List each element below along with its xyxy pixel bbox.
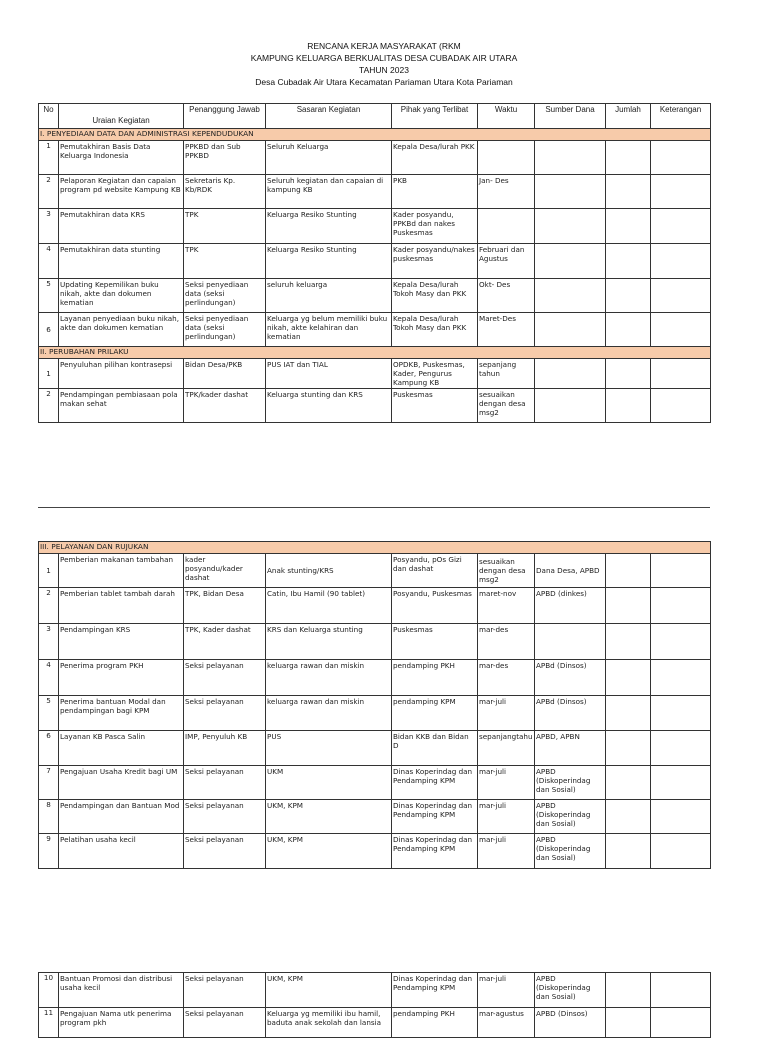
row-pihak: PKB [392, 175, 478, 209]
row-pihak: Bidan KKB dan Bidan D [392, 731, 478, 766]
row-jumlah [606, 800, 651, 834]
row-sumber [535, 359, 606, 389]
section-header: II. PERUBAHAN PRILAKU [39, 347, 711, 359]
table-row [39, 554, 711, 588]
row-pihak: OPDKB, Puskesmas, Kader, Pengurus Kampung KB [392, 359, 478, 389]
row-keterangan [651, 973, 711, 1008]
header-uraian: Uraian Kegiatan [59, 104, 184, 129]
row-pihak: pendamping PKH [392, 1008, 478, 1038]
header-no: No [39, 104, 59, 129]
row-keterangan [651, 696, 711, 731]
row-sumber [535, 624, 606, 660]
table-row [39, 731, 711, 766]
row-no: 2 [39, 588, 59, 624]
row-jumlah [606, 141, 651, 175]
row-keterangan [651, 175, 711, 209]
row-no: 5 [39, 279, 59, 313]
row-keterangan [651, 731, 711, 766]
row-sumber [535, 141, 606, 175]
row-sasaran: Keluarga stunting dan KRS [266, 389, 392, 423]
row-sumber [535, 244, 606, 279]
row-pihak: pendamping PKH [392, 660, 478, 696]
table-row [39, 359, 711, 389]
row-waktu: mar-des [478, 624, 535, 660]
row-sasaran: UKM [266, 766, 392, 800]
row-penanggung: IMP, Penyuluh KB [184, 731, 266, 766]
row-no: 3 [39, 209, 59, 244]
row-uraian: Updating Kepemilikan buku nikah, akte dan dokumen kematian [59, 279, 184, 313]
row-uraian: Pemberian tablet tambah darah [59, 588, 184, 624]
row-jumlah [606, 389, 651, 423]
row-penanggung: Sekretaris Kp. Kb/RDK [184, 175, 266, 209]
row-penanggung: PPKBD dan Sub PPKBD [184, 141, 266, 175]
row-no: 9 [39, 834, 59, 869]
row-no: 7 [39, 766, 59, 800]
row-keterangan [651, 209, 711, 244]
row-sasaran: Keluarga Resiko Stunting [266, 209, 392, 244]
row-keterangan [651, 766, 711, 800]
row-waktu: mar-agustus [478, 1008, 535, 1038]
row-waktu: mar-juli [478, 973, 535, 1008]
row-keterangan [651, 279, 711, 313]
row-sasaran: PUS [266, 731, 392, 766]
row-penanggung: TPK/kader dashat [184, 389, 266, 423]
row-uraian: Pendampingan pembiasaan pola makan sehat [59, 389, 184, 423]
table-row [39, 660, 711, 696]
row-keterangan [651, 624, 711, 660]
row-uraian: Layanan penyediaan buku nikah, akte dan dokumen kematian [59, 313, 184, 347]
title-line-4: Desa Cubadak Air Utara Kecamatan Pariaman Utara Kota Pariaman [255, 77, 513, 87]
header-sasaran: Sasaran Kegiatan [266, 104, 392, 129]
row-pihak: Kader posyandu/nakes puskesmas [392, 244, 478, 279]
row-penanggung: Bidan Desa/PKB [184, 359, 266, 389]
row-waktu: Maret-Des [478, 313, 535, 347]
row-waktu: Februari dan Agustus [478, 244, 535, 279]
header-pihak: Pihak yang Terlibat [392, 104, 478, 129]
activity-table-part-1 [38, 103, 711, 423]
row-jumlah [606, 973, 651, 1008]
row-uraian: Penerima program PKH [59, 660, 184, 696]
row-sasaran: keluarga rawan dan miskin [266, 660, 392, 696]
row-no: 1 [39, 359, 59, 389]
row-penanggung: Seksi pelayanan [184, 1008, 266, 1038]
header-keterangan: Keterangan [651, 104, 711, 129]
row-waktu: mar-des [478, 660, 535, 696]
row-penanggung: Seksi pelayanan [184, 660, 266, 696]
row-jumlah [606, 359, 651, 389]
row-sumber: APBD (Diskoperindag dan Sosial) [535, 766, 606, 800]
row-penanggung: kader posyandu/kader dashat [184, 554, 266, 588]
table-row [39, 313, 711, 347]
row-keterangan [651, 244, 711, 279]
row-sasaran: Seluruh kegiatan dan capaian di kampung KB [266, 175, 392, 209]
row-waktu: mar-juli [478, 834, 535, 869]
row-keterangan [651, 588, 711, 624]
row-penanggung: Seksi pelayanan [184, 696, 266, 731]
row-sasaran: Anak stunting/KRS [266, 554, 392, 588]
row-waktu: sesuaikan dengan desa msg2 [478, 389, 535, 423]
table-row [39, 141, 711, 175]
row-pihak: Dinas Koperindag dan Pendamping KPM [392, 973, 478, 1008]
title-line-2: KAMPUNG KELUARGA BERKUALITAS DESA CUBADAK AIR UTARA [250, 53, 518, 63]
row-jumlah [606, 696, 651, 731]
row-jumlah [606, 834, 651, 869]
table-row [39, 244, 711, 279]
row-uraian: Pemutakhiran Basis Data Keluarga Indonesia [59, 141, 184, 175]
row-sumber: APBD (Diskoperindag dan Sosial) [535, 800, 606, 834]
row-sasaran: UKM, KPM [266, 834, 392, 869]
row-penanggung: Seksi penyediaan data (seksi perlindungan) [184, 313, 266, 347]
row-no: 2 [39, 175, 59, 209]
row-waktu: sepanjangtahu [478, 731, 535, 766]
row-pihak: pendamping KPM [392, 696, 478, 731]
row-no: 11 [39, 1008, 59, 1038]
row-no: 3 [39, 624, 59, 660]
row-jumlah [606, 313, 651, 347]
row-waktu: maret-nov [478, 588, 535, 624]
row-sumber [535, 209, 606, 244]
row-sumber: APBd (Dinsos) [535, 696, 606, 731]
row-waktu [478, 209, 535, 244]
row-no: 4 [39, 660, 59, 696]
row-no: 1 [39, 554, 59, 588]
row-jumlah [606, 731, 651, 766]
row-keterangan [651, 389, 711, 423]
title-line-3: TAHUN 2023 [359, 65, 409, 75]
row-penanggung: Seksi pelayanan [184, 800, 266, 834]
row-pihak: Dinas Koperindag dan Pendamping KPM [392, 834, 478, 869]
row-sasaran: Keluarga yg belum memiliki buku nikah, akte kelahiran dan kematian [266, 313, 392, 347]
row-penanggung: TPK [184, 209, 266, 244]
table-row [39, 696, 711, 731]
row-penanggung: Seksi pelayanan [184, 834, 266, 869]
row-sumber [535, 175, 606, 209]
row-pihak: Posyandu, Puskesmas [392, 588, 478, 624]
row-uraian: Pengajuan Nama utk penerima program pkh [59, 1008, 184, 1038]
row-sumber: APBD (Diskoperindag dan Sosial) [535, 834, 606, 869]
table-row [39, 834, 711, 869]
row-jumlah [606, 588, 651, 624]
row-penanggung: Seksi pelayanan [184, 973, 266, 1008]
row-uraian: Pengajuan Usaha Kredit bagi UM [59, 766, 184, 800]
row-penanggung: TPK, Kader dashat [184, 624, 266, 660]
row-pihak: Puskesmas [392, 389, 478, 423]
row-uraian: Pelaporan Kegiatan dan capaian program pd website Kampung KB [59, 175, 184, 209]
section-header: III. PELAYANAN DAN RUJUKAN [39, 542, 711, 554]
table-row [39, 389, 711, 423]
row-keterangan [651, 834, 711, 869]
row-sasaran: Seluruh Keluarga [266, 141, 392, 175]
row-pihak: Kepala Desa/lurah Tokoh Masy dan PKK [392, 313, 478, 347]
row-no: 1 [39, 141, 59, 175]
row-no: 10 [39, 973, 59, 1008]
row-no: 6 [39, 731, 59, 766]
table-row [39, 766, 711, 800]
row-sasaran: seluruh keluarga [266, 279, 392, 313]
row-waktu: Okt- Des [478, 279, 535, 313]
row-pihak: Puskesmas [392, 624, 478, 660]
row-keterangan [651, 660, 711, 696]
row-jumlah [606, 660, 651, 696]
header-penanggung: Penanggung Jawab [184, 104, 266, 129]
row-sasaran: keluarga rawan dan miskin [266, 696, 392, 731]
row-sasaran: PUS IAT dan TIAL [266, 359, 392, 389]
row-pihak: Dinas Koperindag dan Pendamping KPM [392, 766, 478, 800]
row-waktu: mar-juli [478, 766, 535, 800]
row-uraian: Pemutakhiran data stunting [59, 244, 184, 279]
row-penanggung: Seksi penyediaan data (seksi perlindungan) [184, 279, 266, 313]
row-jumlah [606, 279, 651, 313]
row-jumlah [606, 624, 651, 660]
row-uraian: Pemutakhiran data KRS [59, 209, 184, 244]
row-jumlah [606, 244, 651, 279]
section-header: I. PENYEDIAAN DATA DAN ADMINISTRASI KEPENDUDUKAN [39, 129, 711, 141]
row-uraian: Pendampingan dan Bantuan Mod [59, 800, 184, 834]
row-waktu: mar-juli [478, 696, 535, 731]
table-row [39, 624, 711, 660]
row-sumber: APBd (Dinsos) [535, 660, 606, 696]
row-pihak: Dinas Koperindag dan Pendamping KPM [392, 800, 478, 834]
row-sumber [535, 279, 606, 313]
row-no: 4 [39, 244, 59, 279]
row-no: 5 [39, 696, 59, 731]
row-pihak: Kepala Desa/lurah PKK [392, 141, 478, 175]
row-jumlah [606, 554, 651, 588]
table-row [39, 209, 711, 244]
row-sumber: APBD (Dinsos) [535, 1008, 606, 1038]
row-uraian: Pemberian makanan tambahan [59, 554, 184, 588]
row-no: 8 [39, 800, 59, 834]
row-sasaran: KRS dan Keluarga stunting [266, 624, 392, 660]
row-keterangan [651, 554, 711, 588]
row-waktu: sesuaikan dengan desa msg2 [478, 554, 535, 588]
row-uraian: Pendampingan KRS [59, 624, 184, 660]
header-jumlah: Jumlah [606, 104, 651, 129]
row-sumber: APBD (dinkes) [535, 588, 606, 624]
row-sumber: Dana Desa, APBD [535, 554, 606, 588]
row-keterangan [651, 141, 711, 175]
table-row [39, 175, 711, 209]
row-waktu: mar-juli [478, 800, 535, 834]
row-sumber: APBD (Diskoperindag dan Sosial) [535, 973, 606, 1008]
activity-table-part-2 [38, 541, 711, 869]
row-sasaran: Catin, Ibu Hamil (90 tablet) [266, 588, 392, 624]
table-row [39, 973, 711, 1008]
row-penanggung: TPK [184, 244, 266, 279]
row-keterangan [651, 313, 711, 347]
table-row [39, 1008, 711, 1038]
row-waktu [478, 141, 535, 175]
row-penanggung: Seksi pelayanan [184, 766, 266, 800]
row-waktu: Jan- Des [478, 175, 535, 209]
row-sasaran: Keluarga Resiko Stunting [266, 244, 392, 279]
row-no: 2 [39, 389, 59, 423]
row-sasaran: Keluarga yg memiliki ibu hamil, baduta anak sekolah dan lansia [266, 1008, 392, 1038]
row-keterangan [651, 800, 711, 834]
row-no: 6 [39, 313, 59, 347]
row-uraian: Bantuan Promosi dan distribusi usaha kecil [59, 973, 184, 1008]
page-divider [38, 507, 710, 508]
row-pihak: Posyandu, pOs Gizi dan dashat [392, 554, 478, 588]
row-uraian: Layanan KB Pasca Salin [59, 731, 184, 766]
table-row [39, 588, 711, 624]
row-keterangan [651, 359, 711, 389]
title-line-1: RENCANA KERJA MASYARAKAT (RKM [307, 41, 461, 51]
row-jumlah [606, 175, 651, 209]
table-row [39, 279, 711, 313]
row-uraian: Pelatihan usaha kecil [59, 834, 184, 869]
activity-table-part-3 [38, 972, 711, 1038]
row-pihak: Kader posyandu, PPKBd dan nakes Puskesmas [392, 209, 478, 244]
row-sumber [535, 313, 606, 347]
header-sumber: Sumber Dana [535, 104, 606, 129]
row-keterangan [651, 1008, 711, 1038]
row-sasaran: UKM, KPM [266, 800, 392, 834]
row-uraian: Penyuluhan pilihan kontrasepsi [59, 359, 184, 389]
row-jumlah [606, 209, 651, 244]
row-pihak: Kepala Desa/lurah Tokoh Masy dan PKK [392, 279, 478, 313]
row-jumlah [606, 1008, 651, 1038]
header-waktu: Waktu [478, 104, 535, 129]
row-uraian: Penerima bantuan Modal dan pendampingan bagi KPM [59, 696, 184, 731]
table-row [39, 800, 711, 834]
row-waktu: sepanjang tahun [478, 359, 535, 389]
row-sasaran: UKM, KPM [266, 973, 392, 1008]
row-penanggung: TPK, Bidan Desa [184, 588, 266, 624]
row-jumlah [606, 766, 651, 800]
row-sumber: APBD, APBN [535, 731, 606, 766]
row-sumber [535, 389, 606, 423]
document-title-block [0, 40, 768, 88]
